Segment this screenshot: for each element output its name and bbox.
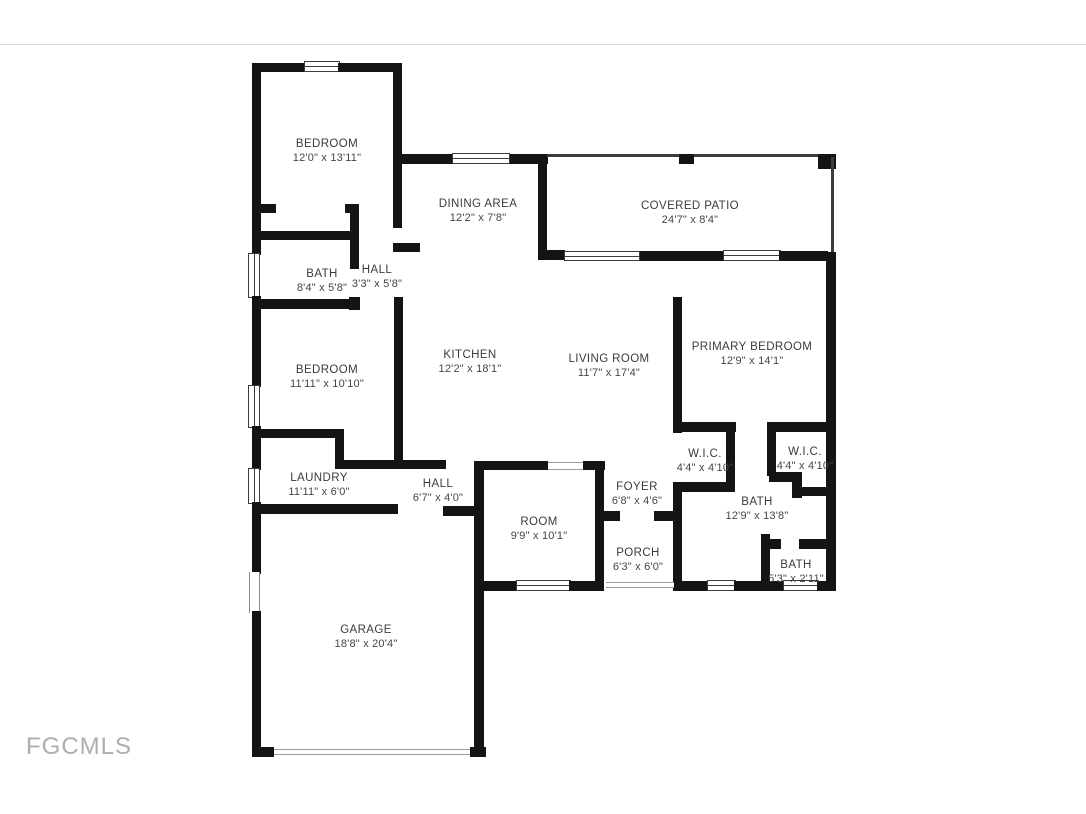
wall [335,460,446,469]
mls-watermark: FGCMLS [26,733,133,760]
wall [538,250,565,260]
window-symbol [707,580,736,591]
room-label-bedroom-1: BEDROOM 12'0" x 13'11" [292,138,362,164]
wall [252,204,276,213]
window-symbol [248,468,260,504]
window-symbol [452,153,510,164]
room-label-room: ROOM 9'9" x 10'1" [510,516,568,542]
room-label-wic-right: W.I.C. 4'4" x 4'10" [776,446,834,472]
wall [767,539,781,549]
room-label-primary-bedroom: PRIMARY BEDROOM 12'9" x 14'1" [691,341,813,367]
wall [792,487,832,496]
room-label-hall-2: HALL 6'7" x 4'0" [412,478,464,504]
wall [252,231,359,240]
wall [538,154,547,259]
window-symbol [248,253,260,298]
window-symbol [304,61,340,72]
window-symbol [516,580,571,591]
wall [252,747,274,757]
wall [443,506,478,516]
room-label-bath-3: BATH 5'3" x 2'11" [768,559,824,585]
room-label-laundry: LAUNDRY 11'11" x 6'0" [288,472,350,498]
garage-door-symbol [274,749,472,755]
room-label-bath-1: BATH 8'4" x 5'8" [296,268,348,294]
wall [799,539,827,549]
window-symbol [723,250,781,261]
wall [673,297,682,433]
room-label-living-room: LIVING ROOM 11'7" x 17'4" [568,353,650,379]
wall [767,429,776,476]
wall [470,747,486,757]
wall [252,429,344,438]
wall [474,461,484,757]
wall [767,422,836,432]
patio-outline [831,157,834,252]
patio-post [679,154,694,164]
wall [393,243,420,252]
room-label-garage: GARAGE 18'8" x 20'4" [334,624,398,650]
wall [673,482,735,492]
wall [252,299,359,309]
wall [252,504,398,514]
porch-edge [606,582,674,588]
wall [640,251,725,261]
room-label-porch: PORCH 6'3" x 6'0" [612,547,664,573]
room-label-covered-patio: COVERED PATIO 24'7" x 8'4" [640,200,740,226]
wall [474,461,548,470]
wall [393,63,402,228]
wall [476,581,518,591]
room-label-bedroom-2: BEDROOM 11'11" x 10'10" [290,364,364,390]
wall [673,482,682,591]
room-label-bath-2: BATH 12'9" x 13'8" [725,496,789,522]
wall [779,251,828,261]
room-label-wic-left: W.I.C. 4'4" x 4'10" [676,448,734,474]
room-label-dining-area: DINING AREA 12'2" x 7'8" [438,198,518,224]
wall [595,511,620,521]
window-symbol [248,385,260,428]
wall [252,296,261,387]
wall [252,63,261,255]
wall [252,611,261,751]
wall [595,461,604,591]
wall [338,63,400,72]
room-label-hall-1: HALL 3'3" x 5'8" [351,264,403,290]
wall [673,581,709,591]
room-label-kitchen: KITCHEN 12'2" x 18'1" [438,349,502,375]
page-divider-line [0,44,1086,45]
wall [400,154,452,164]
wall [654,511,678,521]
wall [569,581,604,591]
wall [394,297,403,464]
cased-opening [548,462,583,470]
room-label-foyer: FOYER 6'8" x 4'6" [611,481,663,507]
sliding-door-symbol [564,251,640,261]
door-opening [249,572,260,613]
